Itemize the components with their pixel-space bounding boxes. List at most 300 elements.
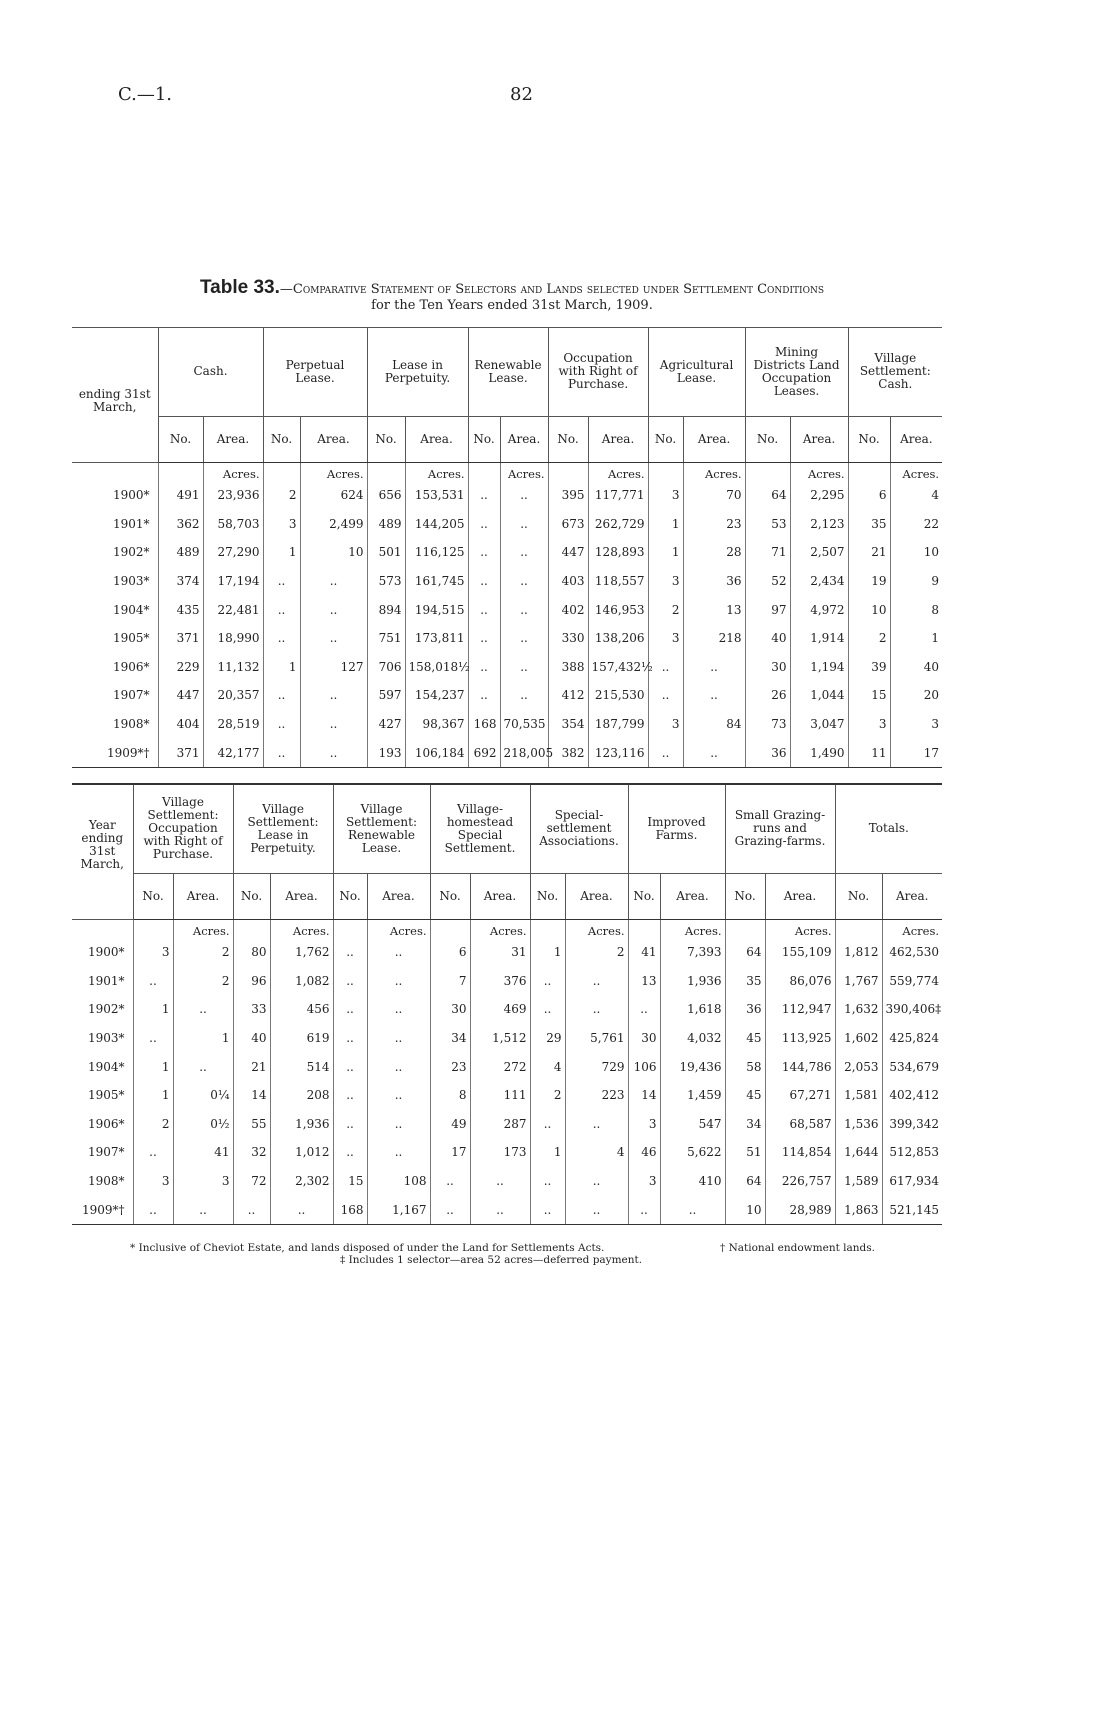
area-cell: 113,925 [765, 1024, 835, 1053]
units-blank [725, 920, 765, 939]
table-part-1 [72, 327, 942, 768]
number-cell: .. [333, 967, 367, 996]
number-cell: 53 [745, 510, 790, 539]
area-cell: 114,854 [765, 1138, 835, 1167]
number-cell: 692 [468, 738, 500, 767]
area-header: Area. [173, 873, 233, 919]
table-row [72, 681, 942, 710]
number-cell: .. [133, 1195, 173, 1224]
number-cell: 64 [725, 938, 765, 967]
area-cell: 58,703 [203, 510, 263, 539]
no-header: No. [233, 873, 270, 919]
number-cell: 1 [648, 510, 683, 539]
area-cell: 223 [565, 1081, 628, 1110]
units-label: Acres. [500, 463, 548, 482]
units-blank [468, 463, 500, 482]
number-cell: 33 [233, 995, 270, 1024]
area-cell: .. [367, 995, 430, 1024]
number-cell: 71 [745, 538, 790, 567]
group-header-row [72, 328, 942, 417]
number-cell: 6 [430, 938, 470, 967]
number-cell: 29 [530, 1024, 565, 1053]
number-cell: .. [333, 938, 367, 967]
number-cell: 34 [725, 1110, 765, 1139]
table-row [72, 481, 942, 510]
number-cell: 21 [848, 538, 890, 567]
number-cell: 40 [745, 624, 790, 653]
area-cell: 4 [565, 1138, 628, 1167]
units-stub [72, 463, 158, 482]
area-cell: 512,853 [882, 1138, 942, 1167]
document-reference: C.—1. [118, 84, 173, 105]
no-header: No. [648, 416, 683, 462]
units-label: Acres. [882, 920, 942, 939]
number-cell: 3 [648, 710, 683, 739]
number-cell: 17 [430, 1138, 470, 1167]
number-cell: 3 [628, 1110, 660, 1139]
area-cell: 1,512 [470, 1024, 530, 1053]
table-part-2 [72, 783, 942, 1225]
area-cell: 4,032 [660, 1024, 725, 1053]
number-cell: 402 [548, 595, 588, 624]
number-cell: .. [133, 967, 173, 996]
footnote-star: * Inclusive of Cheviot Estate, and lands disposed of under the Land for Settlements Acts. [130, 1242, 605, 1254]
area-cell: 86,076 [765, 967, 835, 996]
number-cell: .. [530, 995, 565, 1024]
number-cell: 1,632 [835, 995, 882, 1024]
area-cell: 4 [890, 481, 942, 510]
table-row [72, 538, 942, 567]
area-cell: 138,206 [588, 624, 648, 653]
area-cell: .. [367, 1138, 430, 1167]
number-cell: 40 [233, 1024, 270, 1053]
area-cell: 215,530 [588, 681, 648, 710]
number-cell: .. [648, 738, 683, 767]
area-cell: .. [367, 1110, 430, 1139]
number-cell: .. [333, 1052, 367, 1081]
area-cell: 22 [890, 510, 942, 539]
number-cell: 13 [628, 967, 660, 996]
units-label: Acres. [300, 463, 367, 482]
number-cell: .. [468, 653, 500, 682]
number-cell: 73 [745, 710, 790, 739]
number-cell: 1,644 [835, 1138, 882, 1167]
area-cell: .. [367, 1081, 430, 1110]
column-group-header: Improved Farms. [628, 784, 725, 873]
number-cell: .. [648, 681, 683, 710]
area-cell: 41 [173, 1138, 233, 1167]
area-cell: 127 [300, 653, 367, 682]
area-cell: .. [660, 1195, 725, 1224]
number-cell: 1,536 [835, 1110, 882, 1139]
number-cell: .. [468, 510, 500, 539]
number-cell: 374 [158, 567, 203, 596]
footnote-double-dagger: ‡ Includes 1 selector—area 52 acres—deferred payment. [340, 1254, 643, 1266]
number-cell: .. [530, 1110, 565, 1139]
table-row [72, 938, 942, 967]
area-cell: 40 [890, 653, 942, 682]
area-cell: 98,367 [405, 710, 468, 739]
no-header: No. [133, 873, 173, 919]
number-cell: .. [628, 995, 660, 1024]
title-dash: — [279, 282, 293, 297]
area-header: Area. [588, 416, 648, 462]
table-row [72, 1110, 942, 1139]
area-cell: 84 [683, 710, 745, 739]
number-cell: 388 [548, 653, 588, 682]
number-cell: 447 [158, 681, 203, 710]
column-group-header: Perpetual Lease. [263, 328, 367, 417]
area-header: Area. [565, 873, 628, 919]
no-header: No. [548, 416, 588, 462]
number-cell: 3 [648, 567, 683, 596]
area-cell: 469 [470, 995, 530, 1024]
table-row [72, 595, 942, 624]
year-cell: 1904* [87, 1059, 125, 1074]
area-cell: .. [500, 510, 548, 539]
area-cell: .. [500, 538, 548, 567]
area-cell: 154,237 [405, 681, 468, 710]
number-cell: 2 [263, 481, 300, 510]
column-group-header: Lease in Perpetuity. [367, 328, 468, 417]
area-cell: 7,393 [660, 938, 725, 967]
number-cell: 354 [548, 710, 588, 739]
table-row [72, 624, 942, 653]
units-blank [158, 463, 203, 482]
area-cell: 2 [173, 967, 233, 996]
area-cell: .. [173, 995, 233, 1024]
area-cell: .. [300, 595, 367, 624]
area-cell: 123,116 [588, 738, 648, 767]
table-row [72, 967, 942, 996]
number-cell: 64 [745, 481, 790, 510]
number-cell: 168 [468, 710, 500, 739]
units-blank [628, 920, 660, 939]
area-cell: 42,177 [203, 738, 263, 767]
area-cell: 559,774 [882, 967, 942, 996]
area-header: Area. [203, 416, 263, 462]
no-header: No. [333, 873, 367, 919]
no-header: No. [367, 416, 405, 462]
no-header: No. [530, 873, 565, 919]
area-cell: 1,936 [660, 967, 725, 996]
area-cell: .. [300, 710, 367, 739]
number-cell: .. [468, 481, 500, 510]
area-cell: 3 [890, 710, 942, 739]
area-cell: .. [683, 653, 745, 682]
area-cell: 8 [890, 595, 942, 624]
area-cell: 128,893 [588, 538, 648, 567]
number-cell: .. [530, 1195, 565, 1224]
number-cell: 30 [628, 1024, 660, 1053]
table-row [72, 995, 942, 1024]
number-cell: 3 [648, 624, 683, 653]
no-header: No. [628, 873, 660, 919]
number-cell: 1 [530, 1138, 565, 1167]
number-cell: 435 [158, 595, 203, 624]
column-group-header: Village Settlement: Occupation with Right of Purchase. [133, 784, 233, 873]
year-cell: 1904* [112, 602, 150, 617]
area-cell: .. [300, 738, 367, 767]
area-cell: 67,271 [765, 1081, 835, 1110]
number-cell: 2 [530, 1081, 565, 1110]
number-cell: 41 [628, 938, 660, 967]
number-cell: 49 [430, 1110, 470, 1139]
number-cell: .. [233, 1195, 270, 1224]
number-cell: 229 [158, 653, 203, 682]
column-group-header: Renewable Lease. [468, 328, 548, 417]
area-cell: 218 [683, 624, 745, 653]
no-header: No. [848, 416, 890, 462]
number-cell: 72 [233, 1167, 270, 1196]
year-cell: 1902* [112, 545, 150, 560]
year-cell: 1902* [87, 1002, 125, 1017]
number-cell: 26 [745, 681, 790, 710]
area-cell: 23,936 [203, 481, 263, 510]
number-cell: 412 [548, 681, 588, 710]
no-header: No. [468, 416, 500, 462]
area-cell: 108 [367, 1167, 430, 1196]
number-cell: 371 [158, 738, 203, 767]
area-cell: 2,507 [790, 538, 848, 567]
number-cell: 193 [367, 738, 405, 767]
number-cell: 80 [233, 938, 270, 967]
number-cell: 1,767 [835, 967, 882, 996]
year-cell: 1903* [112, 574, 150, 589]
area-cell: 23 [683, 510, 745, 539]
area-cell: 729 [565, 1052, 628, 1081]
year-cell: 1909*† [72, 738, 158, 767]
number-cell: 1 [530, 938, 565, 967]
title-line-2: for the Ten Years ended 31st March, 1909. [371, 298, 653, 313]
units-label: Acres. [588, 463, 648, 482]
area-cell: 153,531 [405, 481, 468, 510]
no-header: No. [263, 416, 300, 462]
units-blank [745, 463, 790, 482]
number-cell: 32 [233, 1138, 270, 1167]
units-label: Acres. [367, 920, 430, 939]
area-cell: 0½ [173, 1110, 233, 1139]
number-cell: .. [333, 1024, 367, 1053]
number-cell: 11 [848, 738, 890, 767]
number-cell: .. [430, 1195, 470, 1224]
number-cell: .. [263, 738, 300, 767]
area-cell: 19,436 [660, 1052, 725, 1081]
number-cell: 447 [548, 538, 588, 567]
area-cell: 456 [270, 995, 333, 1024]
number-cell: 382 [548, 738, 588, 767]
area-cell: 619 [270, 1024, 333, 1053]
area-cell: .. [270, 1195, 333, 1224]
number-cell: .. [333, 1138, 367, 1167]
number-cell: 55 [233, 1110, 270, 1139]
number-cell: .. [133, 1024, 173, 1053]
number-cell: .. [468, 567, 500, 596]
area-cell: .. [300, 567, 367, 596]
table-title [72, 277, 952, 314]
number-cell: 1,863 [835, 1195, 882, 1224]
area-cell: 70 [683, 481, 745, 510]
number-cell: 404 [158, 710, 203, 739]
number-cell: 46 [628, 1138, 660, 1167]
number-cell: 8 [430, 1081, 470, 1110]
area-cell: 1,194 [790, 653, 848, 682]
table-row [72, 1167, 942, 1196]
units-blank [233, 920, 270, 939]
area-cell: 194,515 [405, 595, 468, 624]
area-cell: 462,530 [882, 938, 942, 967]
units-blank [530, 920, 565, 939]
area-cell: 399,342 [882, 1110, 942, 1139]
number-cell: .. [468, 538, 500, 567]
area-cell: 146,953 [588, 595, 648, 624]
year-cell: 1908* [87, 1174, 125, 1189]
number-cell: 403 [548, 567, 588, 596]
year-cell: 1901* [87, 973, 125, 988]
number-cell: .. [263, 681, 300, 710]
number-cell: 168 [333, 1195, 367, 1224]
area-cell: 3 [173, 1167, 233, 1196]
area-cell: 402,412 [882, 1081, 942, 1110]
number-cell: 3 [648, 481, 683, 510]
page-number: 82 [510, 84, 533, 105]
area-cell: 68,587 [765, 1110, 835, 1139]
area-header: Area. [683, 416, 745, 462]
number-cell: 35 [848, 510, 890, 539]
area-cell: 20,357 [203, 681, 263, 710]
table-row [72, 1052, 942, 1081]
area-cell: .. [367, 1052, 430, 1081]
column-group-header: Mining Districts Land Occupation Leases. [745, 328, 848, 417]
year-cell: 1906* [112, 659, 150, 674]
number-cell: 30 [430, 995, 470, 1024]
number-cell: 6 [848, 481, 890, 510]
area-cell: 3,047 [790, 710, 848, 739]
number-cell: 58 [725, 1052, 765, 1081]
year-cell: 1907* [112, 688, 150, 703]
year-cell: 1900* [112, 488, 150, 503]
area-cell: .. [500, 624, 548, 653]
number-cell: 15 [333, 1167, 367, 1196]
area-cell: 144,786 [765, 1052, 835, 1081]
number-cell: 656 [367, 481, 405, 510]
area-cell: 106,184 [405, 738, 468, 767]
area-cell: 5,761 [565, 1024, 628, 1053]
number-cell: 39 [848, 653, 890, 682]
area-cell: .. [565, 1110, 628, 1139]
number-cell: 35 [725, 967, 765, 996]
area-header: Area. [405, 416, 468, 462]
area-cell: 173 [470, 1138, 530, 1167]
number-cell: 7 [430, 967, 470, 996]
table-row [72, 710, 942, 739]
year-cell: 1901* [112, 516, 150, 531]
number-cell: .. [333, 995, 367, 1024]
area-cell: 410 [660, 1167, 725, 1196]
number-cell: 23 [430, 1052, 470, 1081]
table-row [72, 1195, 942, 1224]
units-blank [548, 463, 588, 482]
area-header: Area. [470, 873, 530, 919]
units-blank [430, 920, 470, 939]
area-cell: .. [683, 681, 745, 710]
number-cell: 97 [745, 595, 790, 624]
number-cell: 1,581 [835, 1081, 882, 1110]
area-header: Area. [500, 416, 548, 462]
table-row [72, 1081, 942, 1110]
number-cell: 491 [158, 481, 203, 510]
footnote-dagger: † National endowment lands. [720, 1242, 875, 1254]
table-row [72, 510, 942, 539]
area-cell: .. [300, 681, 367, 710]
number-cell: 2,053 [835, 1052, 882, 1081]
number-cell: 2 [848, 624, 890, 653]
number-cell: .. [133, 1138, 173, 1167]
number-cell: 427 [367, 710, 405, 739]
column-group-header: Special-settlement Associations. [530, 784, 628, 873]
year-cell: 1905* [87, 1088, 125, 1103]
year-cell: 1900* [87, 945, 125, 960]
area-cell: .. [173, 1052, 233, 1081]
area-cell: 116,125 [405, 538, 468, 567]
area-cell: 226,757 [765, 1167, 835, 1196]
area-cell: .. [565, 967, 628, 996]
area-cell: 70,535 [500, 710, 548, 739]
no-header: No. [745, 416, 790, 462]
area-cell: 118,557 [588, 567, 648, 596]
number-cell: 330 [548, 624, 588, 653]
units-label: Acres. [173, 920, 233, 939]
number-cell: 3 [133, 938, 173, 967]
number-cell: 51 [725, 1138, 765, 1167]
area-cell: 218,005 [500, 738, 548, 767]
area-cell: 28,989 [765, 1195, 835, 1224]
number-cell: 1 [648, 538, 683, 567]
year-cell: 1903* [87, 1031, 125, 1046]
column-group-header: Cash. [158, 328, 263, 417]
area-cell: 2 [173, 938, 233, 967]
area-cell: 9 [890, 567, 942, 596]
area-cell: .. [565, 995, 628, 1024]
area-cell: 2 [565, 938, 628, 967]
number-cell: 36 [725, 995, 765, 1024]
number-cell: 3 [263, 510, 300, 539]
no-header: No. [835, 873, 882, 919]
units-blank [648, 463, 683, 482]
number-cell: 573 [367, 567, 405, 596]
area-cell: 20 [890, 681, 942, 710]
area-cell: 1,762 [270, 938, 333, 967]
column-group-header: Small Grazing-runs and Grazing-farms. [725, 784, 835, 873]
area-cell: .. [367, 1024, 430, 1053]
number-cell: 96 [233, 967, 270, 996]
area-cell: 117,771 [588, 481, 648, 510]
area-cell: 5,622 [660, 1138, 725, 1167]
area-cell: 547 [660, 1110, 725, 1139]
group-header-row [72, 784, 942, 873]
number-cell: 45 [725, 1024, 765, 1053]
units-label: Acres. [765, 920, 835, 939]
area-cell: 534,679 [882, 1052, 942, 1081]
number-cell: 4 [530, 1052, 565, 1081]
number-cell: 1 [263, 538, 300, 567]
number-cell: 501 [367, 538, 405, 567]
area-cell: 1,012 [270, 1138, 333, 1167]
table-row [72, 738, 942, 767]
units-label: Acres. [470, 920, 530, 939]
sub-header-row [72, 416, 942, 462]
number-cell: 1 [263, 653, 300, 682]
